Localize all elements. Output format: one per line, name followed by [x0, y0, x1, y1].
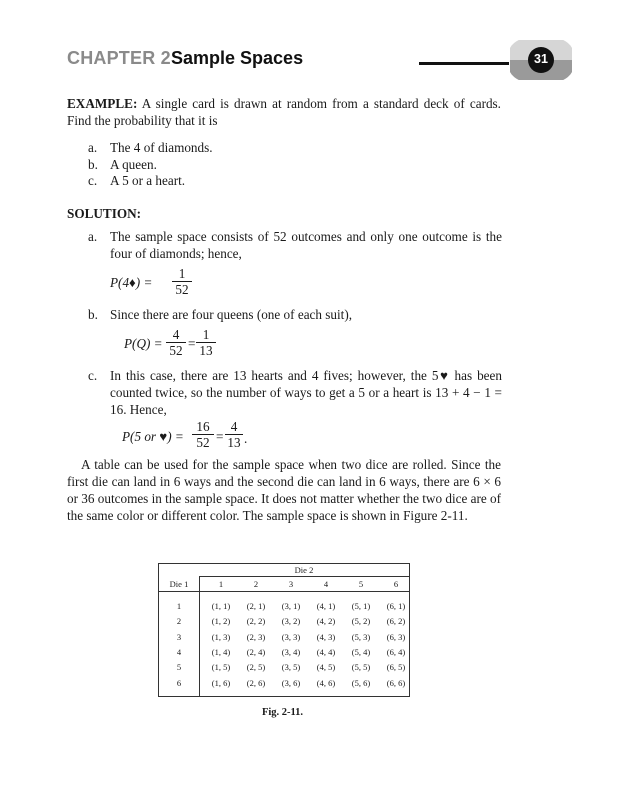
denominator: 52	[175, 282, 189, 297]
numerator: 1	[202, 327, 210, 342]
table-cell: (5, 2)	[351, 616, 371, 627]
table-cell: (3, 1)	[281, 601, 301, 611]
table-cell: (4, 3)	[316, 631, 336, 642]
table-row-label: 5	[176, 662, 182, 673]
table-row-label: 6	[176, 677, 182, 688]
equals-sign: =	[188, 336, 196, 351]
table-cell: (4, 2)	[316, 616, 336, 627]
fraction	[196, 327, 216, 358]
item-text: Since there are four queens (one of each suit),	[110, 307, 353, 322]
page-number: 31	[534, 52, 548, 66]
fraction	[225, 419, 243, 450]
table-row-header: Die 1	[169, 579, 189, 589]
page-header	[67, 44, 577, 84]
equals-sign: =	[216, 429, 224, 444]
table-cell: (6, 2)	[386, 616, 406, 627]
table-cell: (2, 6)	[246, 677, 266, 688]
denominator: 13	[199, 343, 213, 358]
solution-label: SOLUTION:	[67, 206, 142, 221]
item-text: The sample space consists of 52 outcomes and only one outcome is the four of diamonds; hence,	[110, 229, 502, 261]
page-number-badge	[505, 40, 575, 80]
item-text: In this case, there are 13 hearts and 4 fives; however, the 5♥ has been counted twice, so the number of ways to get a 5 or a heart is 13 + 4 − 1 = 16. Hence,	[110, 368, 502, 417]
table-cell: (6, 6)	[386, 677, 406, 688]
equation-lhs: P(4♦) =	[110, 275, 153, 290]
table-cell: (2, 5)	[246, 662, 266, 673]
equation-lhs: P(5 or ♥) =	[122, 429, 184, 444]
table-cell: (1, 2)	[211, 616, 231, 627]
list-marker: c.	[88, 173, 98, 188]
example-text: A single card is drawn at random from a standard deck of cards. Find the probability that it is	[67, 96, 501, 128]
table-cell: (5, 3)	[351, 631, 371, 642]
chapter-title: Sample Spaces	[171, 48, 304, 68]
sample-space-table	[158, 563, 410, 697]
table-cell: (1, 5)	[211, 662, 231, 673]
table-row-label: 1	[176, 601, 182, 611]
list-item	[88, 140, 213, 157]
table-rule	[159, 591, 409, 592]
table-cell: (1, 6)	[211, 677, 231, 688]
fraction	[192, 419, 214, 450]
equation-lhs: P(Q) =	[124, 336, 163, 351]
item-marker: a.	[88, 229, 98, 244]
table-cell: (2, 1)	[246, 601, 266, 611]
list-item	[88, 157, 213, 174]
table-row-label: 2	[176, 616, 182, 627]
table-cell: (4, 4)	[316, 646, 336, 657]
table-cell: (5, 5)	[351, 662, 371, 673]
list-item	[88, 173, 213, 190]
table-column-header: 1	[218, 579, 224, 589]
table-cell: (5, 6)	[351, 677, 371, 688]
table-cell: (6, 1)	[386, 601, 406, 611]
list-text: A 5 or a heart.	[110, 173, 186, 188]
body-paragraph: A table can be used for the sample space when two dice are rolled. Since the first die can land in 6 ways and the second die can land in 6 ways, there are 6 × 6 or 36 outcomes in the sample space. It does not matter whether the two dice are of the same color or different color. The sample space is shown in Figure 2-11.	[67, 457, 501, 523]
table-cell: (3, 3)	[281, 631, 301, 642]
denominator: 52	[169, 343, 183, 358]
figure-caption: Fig. 2-11.	[261, 707, 304, 718]
list-text: The 4 of diamonds.	[110, 140, 213, 155]
table-rule	[199, 576, 200, 696]
table-cell: (1, 4)	[211, 646, 231, 657]
item-marker: c.	[88, 368, 98, 383]
list-text: A queen.	[110, 156, 157, 172]
fraction	[166, 327, 186, 358]
table-group-header: Die 2	[294, 565, 314, 575]
table-rule	[199, 576, 409, 577]
denominator: 52	[196, 435, 210, 450]
list-marker: a.	[88, 140, 98, 155]
list-marker: b.	[88, 156, 98, 172]
table-cell: (2, 4)	[246, 646, 266, 657]
table-column-header: 5	[358, 579, 364, 589]
table-column-header: 4	[323, 579, 329, 589]
equation-b	[124, 336, 163, 352]
example-list	[88, 140, 213, 190]
table-cell: (4, 6)	[316, 677, 336, 688]
chapter-label: CHAPTER 2	[67, 48, 171, 68]
table-row-label: 4	[176, 646, 182, 657]
example-label: EXAMPLE:	[67, 96, 138, 111]
numerator: 16	[196, 419, 210, 434]
table-cell: (6, 3)	[386, 631, 406, 642]
table-cell: (4, 1)	[316, 601, 336, 611]
table-row-label: 3	[176, 631, 182, 642]
table-cell: (4, 5)	[316, 662, 336, 673]
table-cell: (3, 4)	[281, 646, 301, 657]
numerator: 4	[172, 327, 180, 342]
numerator: 1	[178, 266, 186, 281]
table-cell: (2, 2)	[246, 616, 266, 627]
table-column-header: 2	[253, 579, 259, 589]
header-rule	[419, 62, 509, 65]
table-cell: (3, 6)	[281, 677, 301, 688]
equation-a	[110, 275, 152, 291]
table-cell: (1, 1)	[211, 601, 231, 611]
table-cell: (3, 2)	[281, 616, 301, 627]
table-column-header: 3	[288, 579, 294, 589]
table-column-header: 6	[393, 579, 399, 589]
table-cell: (5, 1)	[351, 601, 371, 611]
table-cell: (5, 4)	[351, 646, 371, 657]
table-cell: (1, 3)	[211, 631, 231, 642]
table-cell: (2, 3)	[246, 631, 266, 642]
example-paragraph	[67, 95, 501, 129]
item-marker: b.	[88, 307, 98, 322]
denominator: 13	[227, 435, 241, 450]
numerator: 4	[230, 419, 238, 434]
table-cell: (6, 4)	[386, 646, 406, 657]
fraction	[172, 266, 192, 297]
table-cell: (6, 5)	[386, 662, 406, 673]
equation-period: .	[244, 431, 248, 446]
table-cell: (3, 5)	[281, 662, 301, 673]
equation-c	[122, 429, 184, 445]
